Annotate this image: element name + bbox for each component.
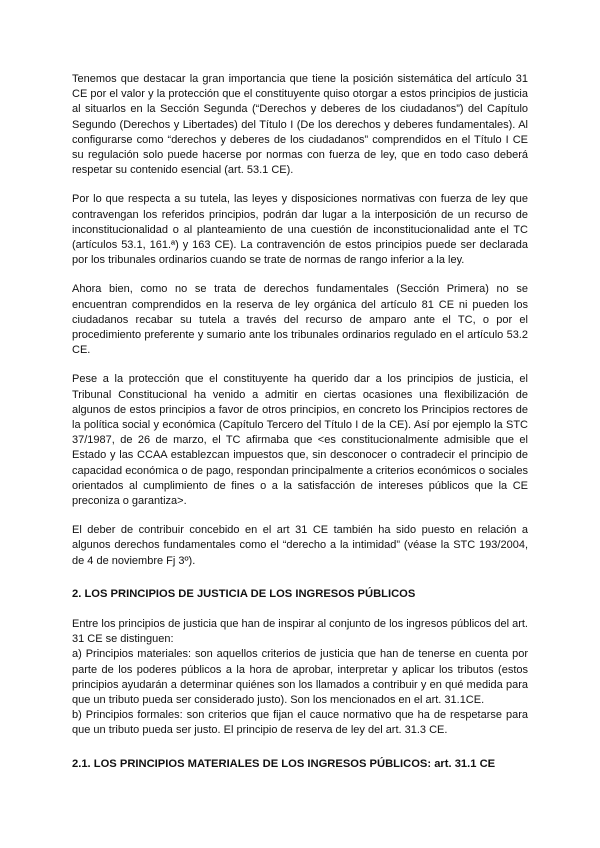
list-item-principios-formales: b) Principios formales: son criterios que fijan el cauce normativo que ha de respetarse para que un tributo pueda ser justo. El principio de reserva de ley del art. 31.3 CE. [72,709,528,737]
section-heading-principios-justicia: 2. LOS PRINCIPIOS DE JUSTICIA DE LOS INGRESOS PÚBLICOS [72,587,416,600]
paragraph-tutela: Por lo que respecta a su tutela, las leyes y disposiciones normativas con fuerza de ley que contravengan los referidos principios, podrán dar lugar a la interposición de un recurso de inconstitucionalidad o al planteamiento de una cuestión de inconstitucionalidad ante el TC (artículos 53.1, 161.ª) y 163 CE). La contravención de estos principios puede ser declarada por los tribunales ordinarios cuando se trate de normas de rango inferior a la ley. [72,193,528,267]
section-heading-principios-materiales: 2.1. LOS PRINCIPIOS MATERIALES DE LOS INGRESOS PÚBLICOS: art. 31.1 CE [72,757,496,770]
principios-list [72,617,528,739]
paragraph-posicion-sistematica: Tenemos que destacar la gran importancia que tiene la posición sistemática del artículo 31 CE por el valor y la protección que el constituyente quiso otorgar a estos principios de justicia al situarlos en la Sección Segunda (“Derechos y deberes de los ciudadanos”) del Capítulo Segundo (Derechos y Libertades) del Título I (De los derechos y deberes fundamentales). Al configurarse como “derechos y deberes de los ciudadanos” comprendidos en el Título I CE su regulación solo puede hacerse por normas con fuerza de ley, que en todo caso deberá respetar su contenido esencial (art. 53.1 CE). [72,73,528,177]
paragraph-intro-principios: Entre los principios de justicia que han de inspirar al conjunto de los ingresos públicos del art. 31 CE se distinguen: [72,617,528,646]
paragraph-flexibilizacion: Pese a la protección que el constituyente ha querido dar a los principios de justicia, el Tribunal Constitucional ha venido a admitir en ciertas ocasiones una flexibilización de algunos de estos principios a favor de otros principios, en concreto los Principios rectores de la política social y económica (Capítulo Tercero del Título I de la CE). Así por ejemplo la STC 37/1987, de 26 de marzo, el TC afirmaba que <es constitucionalmente admisible que el Estado y las CCAA establezcan impuestos que, sin desconocer o contradecir el principio de capacidad económica o de pago, respondan principalmente a criterios económicos o sociales orientados al cumplimiento de fines o a la satisfacción de intereses públicos que la CE preconiza o garantiza>. [72,373,528,508]
paragraph-deber-contribuir: El deber de contribuir concebido en el art 31 CE también ha sido puesto en relación a algunos derechos fundamentales como el “derecho a la intimidad” (véase la STC 193/2004, de 4 de noviembre Fj 3º). [72,524,528,567]
paragraph-derechos-fundamentales: Ahora bien, como no se trata de derechos fundamentales (Sección Primera) no se encuentran comprendidos en la reserva de ley orgánica del artículo 81 CE ni pueden los ciudadanos recabar su tutela a través del recurso de amparo ante el TC, o por el procedimiento preferente y sumario ante los tribunales ordinarios regulado en el artículo 53.2 CE. [72,283,528,357]
list-item-principios-materiales: a) Principios materiales: son aquellos criterios de justicia que han de tenerse en cuenta por parte de los poderes públicos a la hora de aprobar, interpretar y aplicar los tributos (estos principios ayudarán a determinar quiénes son los llamados a contribuir y en qué medida para que un tributo pueda ser considerado justo). Son los mencionados en el art. 31.1CE. [72,648,528,706]
